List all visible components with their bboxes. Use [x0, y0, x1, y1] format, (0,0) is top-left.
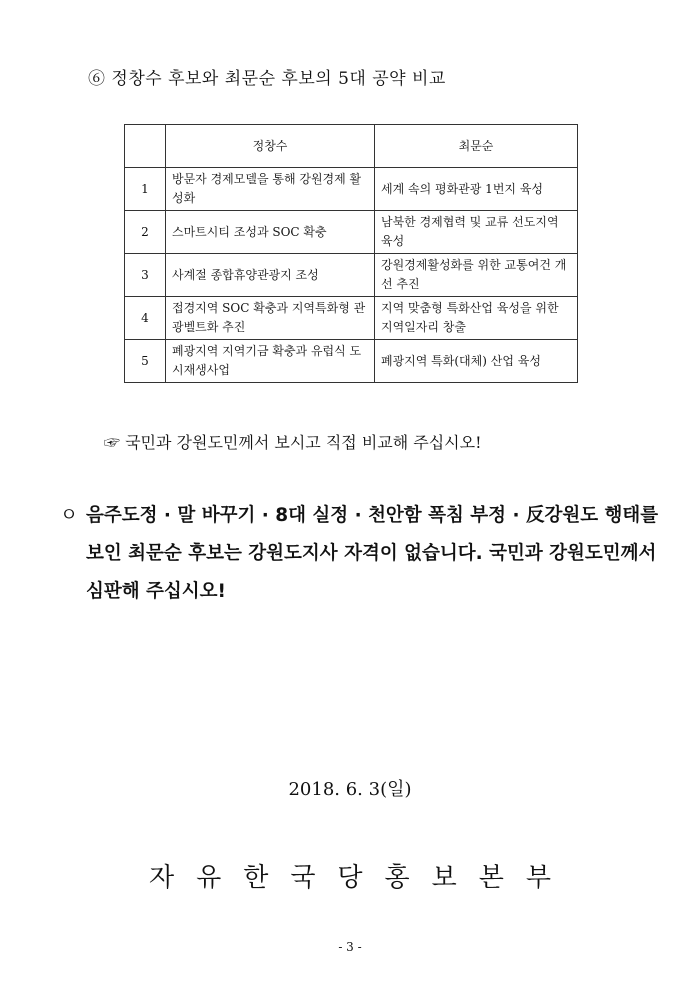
row-number: 3	[125, 254, 166, 297]
bullet-marker: ㅇ	[60, 505, 78, 526]
organization-name: 자유한국당홍보본부	[148, 863, 574, 893]
table-header-candidate-a: 정창수	[166, 125, 375, 168]
pledge-b: 폐광지역 특화(대체) 산업 육성	[375, 340, 578, 383]
statement-text: 음주도정 · 말 바꾸기 · 8대 실정 · 천안함 폭침 부정 · 反강원도 행태를 보인 최문순 후보는 강원도지사 자격이 없습니다. 국민과 강원도민께서 심판해 주십시오!	[86, 505, 659, 602]
document-date: 2018. 6. 3(일)	[288, 779, 412, 800]
table-row	[125, 168, 578, 211]
row-number: 4	[125, 297, 166, 340]
pledge-b: 강원경제활성화를 위한 교통여건 개선 추진	[375, 254, 578, 297]
table-row	[125, 254, 578, 297]
pledge-a: 접경지역 SOC 확충과 지역특화형 관광벨트화 추진	[166, 297, 375, 340]
table-header-row	[125, 125, 578, 168]
row-number: 5	[125, 340, 166, 383]
row-number: 1	[125, 168, 166, 211]
pledge-a: 방문자 경제모델을 통해 강원경제 활성화	[166, 168, 375, 211]
pledge-a: 스마트시티 조성과 SOC 확충	[166, 211, 375, 254]
pledge-b: 세계 속의 평화관광 1번지 육성	[375, 168, 578, 211]
pledge-a: 폐광지역 지역기금 확충과 유럽식 도시재생사업	[166, 340, 375, 383]
section-title: ⑥ 정창수 후보와 최문순 후보의 5대 공약 비교	[88, 69, 446, 89]
table-header-candidate-b: 최문순	[375, 125, 578, 168]
table-row	[125, 297, 578, 340]
pledge-b: 지역 맞춤형 특화산업 육성을 위한 지역일자리 창출	[375, 297, 578, 340]
page-number: - 3 -	[338, 940, 362, 954]
table-row	[125, 211, 578, 254]
statement-bullet	[60, 497, 660, 611]
pledge-a: 사계절 종합휴양관광지 조성	[166, 254, 375, 297]
table-row	[125, 340, 578, 383]
comparison-note: ☞ 국민과 강원도민께서 보시고 직접 비교해 주십시오!	[104, 433, 482, 452]
pledge-b: 남북한 경제협력 및 교류 선도지역 육성	[375, 211, 578, 254]
table-header-num	[125, 125, 166, 168]
pledge-comparison-table	[124, 124, 578, 383]
row-number: 2	[125, 211, 166, 254]
